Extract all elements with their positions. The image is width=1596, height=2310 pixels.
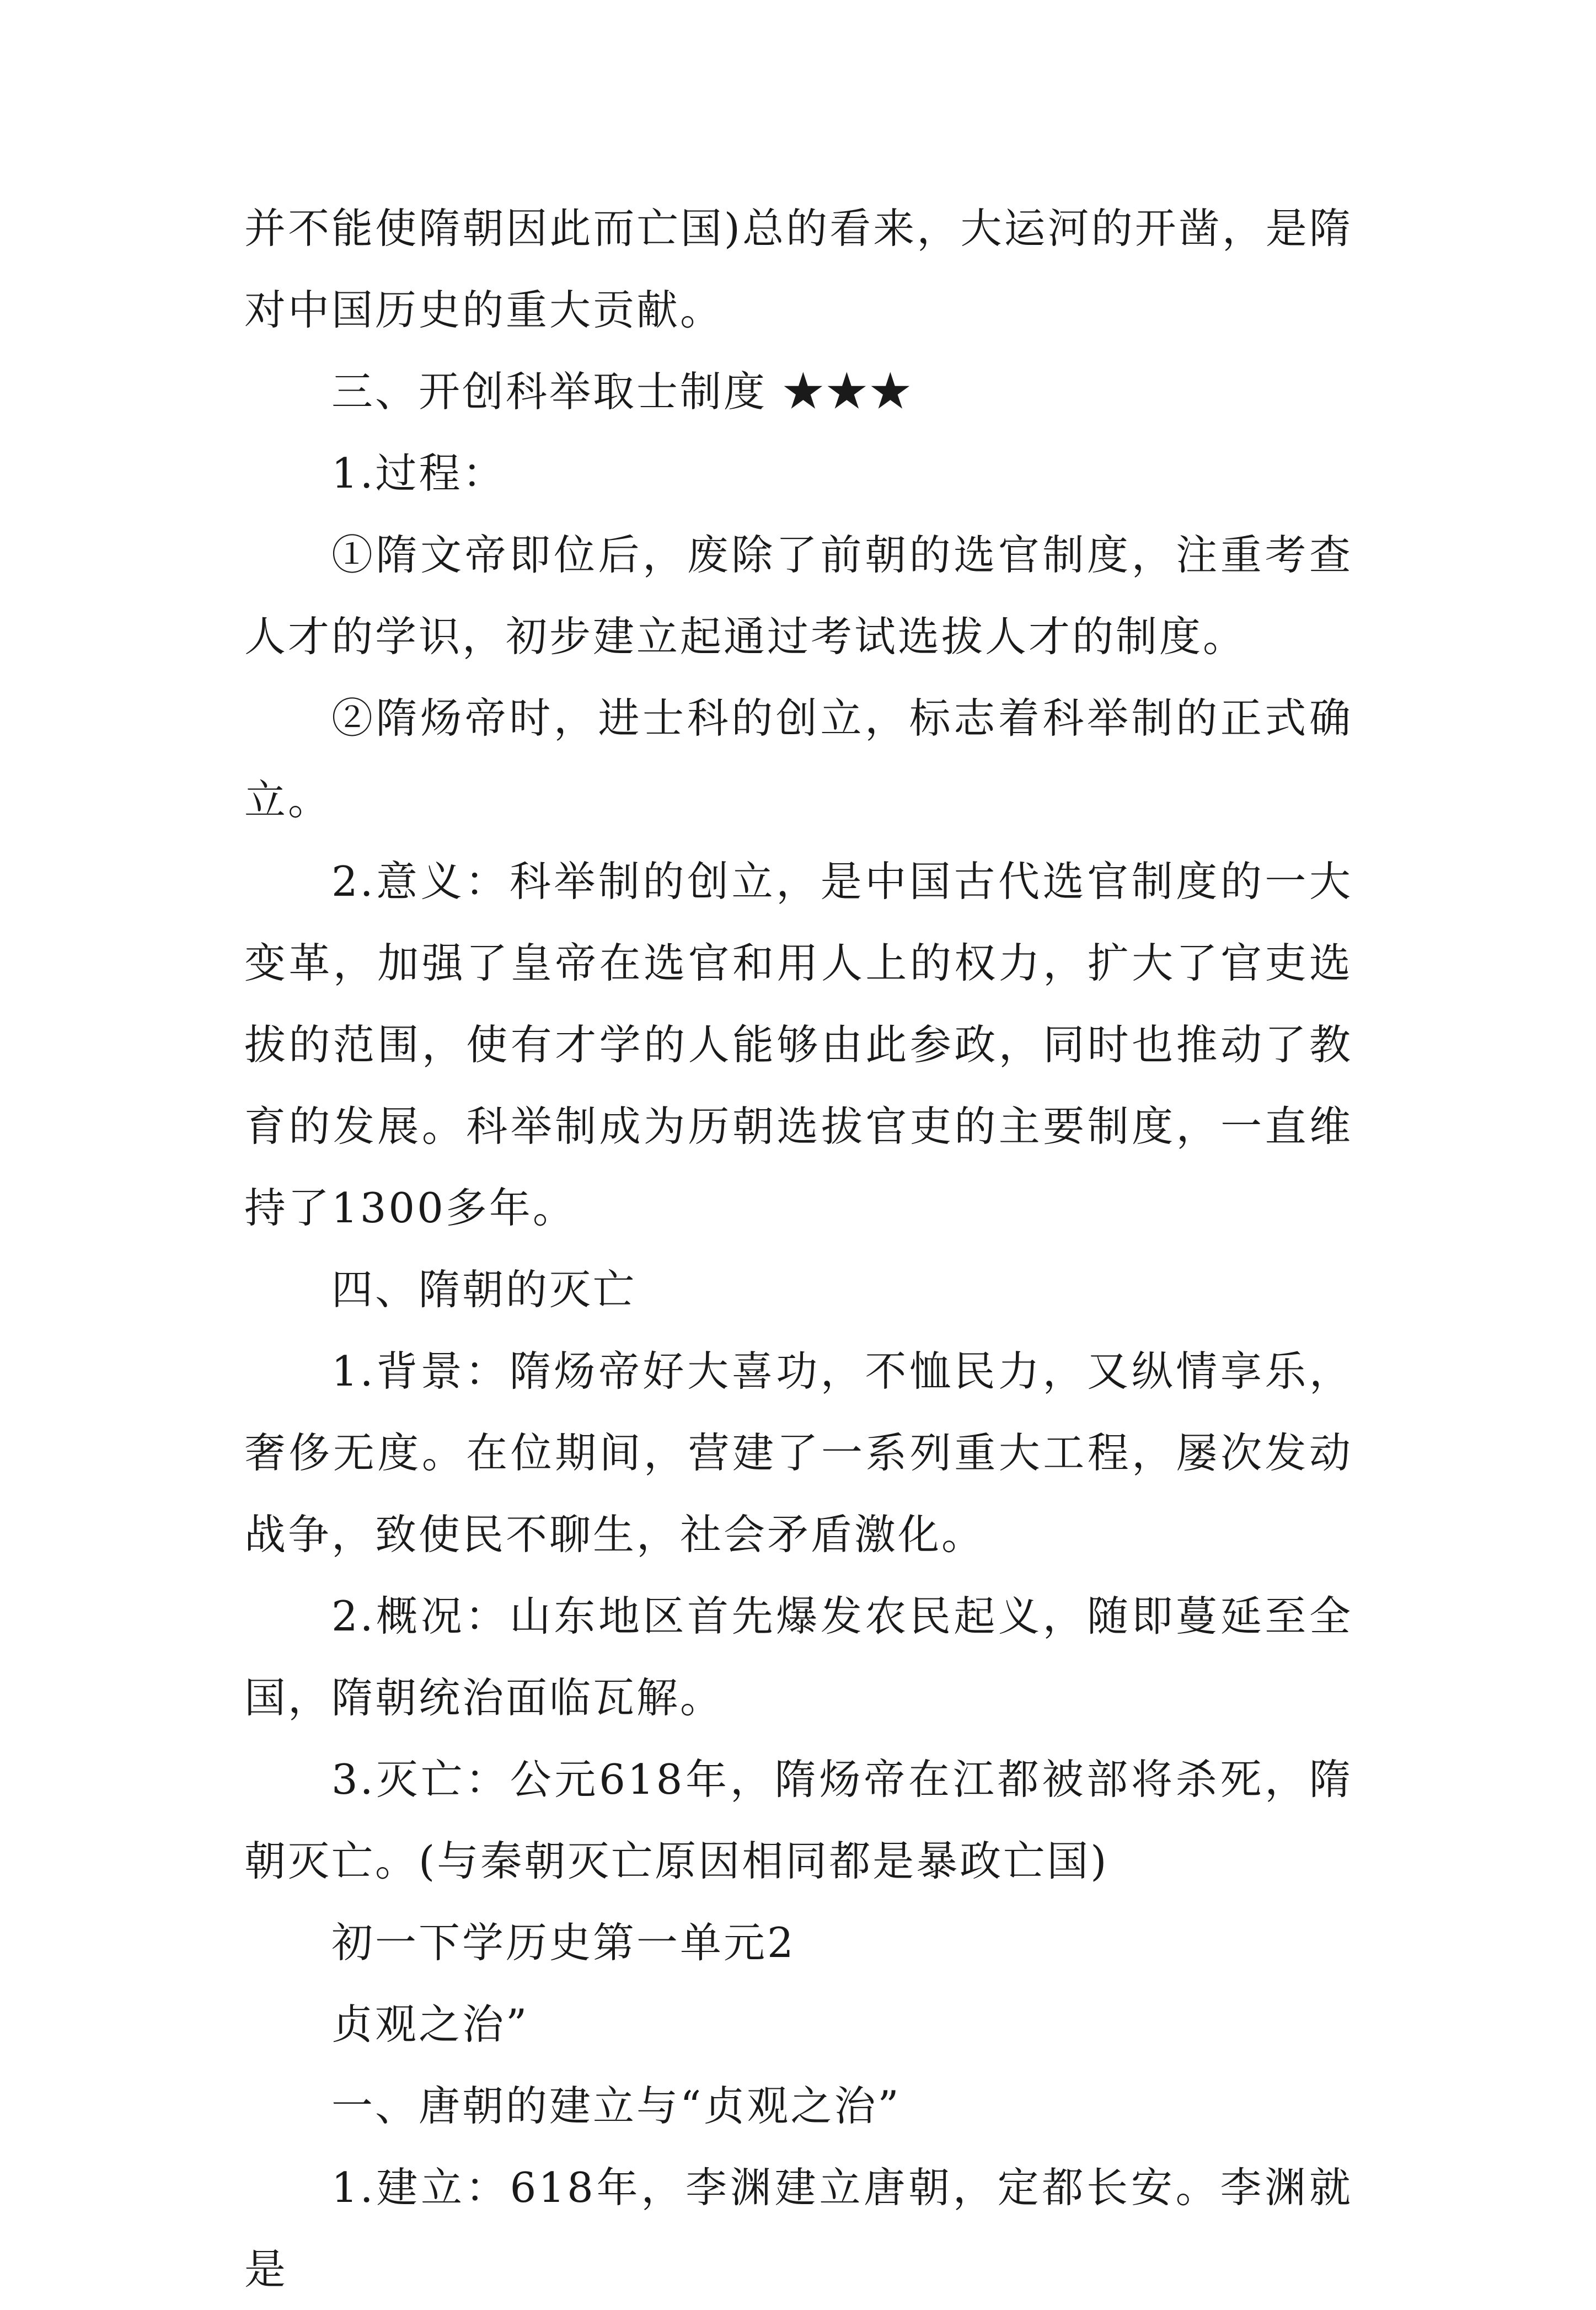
paragraph-tang-establishment: 1.建立：618年，李渊建立唐朝，定都长安。李渊就是 [244, 2163, 1353, 2293]
paragraph-process-2: ②隋炀帝时，进士科的创立，标志着科举制的正式确立。 [244, 694, 1353, 824]
lesson-title: 贞观之治” [331, 2000, 529, 2049]
heading-imperial-exam: 三、开创科举取士制度 ★★★ [331, 367, 913, 416]
paragraph-overview: 2.概况：山东地区首先爆发农民起义，随即蔓延至全国，隋朝统治面临瓦解。 [244, 1592, 1353, 1722]
heading-sui-fall: 四、隋朝的灭亡 [331, 1265, 637, 1314]
paragraph-grand-canal-conclusion: 并不能使隋朝因此而亡国)总的看来，大运河的开凿，是隋对中国历史的重大贡献。 [244, 204, 1353, 334]
subheading-process: 1.过程： [331, 449, 506, 498]
heading-tang-founding: 一、唐朝的建立与“贞观之治” [331, 2082, 901, 2130]
unit-title: 初一下学历史第一单元2 [331, 1918, 796, 1967]
paragraph-collapse: 3.灭亡：公元618年，隋炀帝在江都被部将杀死，隋朝灭亡。(与秦朝灭亡原因相同都是暴政亡国) [244, 1755, 1353, 1885]
paragraph-background: 1.背景：隋炀帝好大喜功，不恤民力，又纵情享乐，奢侈无度。在位期间，营建了一系列重大工程，屡次发动战争，致使民不聊生，社会矛盾激化。 [244, 1347, 1353, 1559]
paragraph-significance: 2.意义：科举制的创立，是中国古代选官制度的一大变革，加强了皇帝在选官和用人上的权力，扩大了官吏选拔的范围，使有才学的人能够由此参政，同时也推动了教育的发展。科举制成为历朝选拔官吏的主要制度，一直维持了1300多年。 [244, 857, 1353, 1232]
document-body [244, 188, 1353, 2310]
paragraph-process-1: ①隋文帝即位后，废除了前朝的选官制度，注重考查人才的学识，初步建立起通过考试选拔人才的制度。 [244, 531, 1353, 661]
